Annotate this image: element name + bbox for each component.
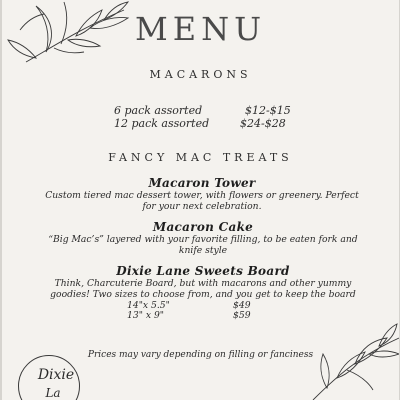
board-price: $59 <box>233 310 251 321</box>
board-size: 14"x 5.5" <box>127 300 170 311</box>
item-description: “Big Mac’s” layered with your favorite filling, to be eaten fork and knife style <box>48 234 358 256</box>
item-description: Think, Charcuterie Board, but with macarons and other yummy goodies! Two sizes to choose from, and you get to keep the board <box>50 278 356 300</box>
board-price: $49 <box>233 300 251 311</box>
menu-page <box>2 0 399 400</box>
macarons-heading: MACARONS <box>149 68 252 81</box>
macaron-tower-section <box>42 176 362 212</box>
item-title: Macaron Tower <box>148 176 256 190</box>
item-name: 6 pack assorted <box>114 104 203 117</box>
macaron-cake-section <box>40 220 366 256</box>
board-size: 13" x 9" <box>127 310 165 321</box>
macarons-price-list <box>2 104 399 130</box>
item-title: Dixie Lane Sweets Board <box>116 264 290 278</box>
item-title: Macaron Cake <box>152 220 254 234</box>
list-item <box>44 300 362 310</box>
sweets-board-section <box>44 264 362 322</box>
logo-text: Dixie <box>37 367 75 383</box>
item-description: Custom tiered mac dessert tower, with flowers or greenery. Perfect for your next celebration. <box>45 190 359 212</box>
item-name: 12 pack assorted <box>114 117 210 130</box>
item-price: $12-$15 <box>245 104 291 117</box>
pricing-note: Prices may vary depending on filling or fanciness <box>87 350 314 360</box>
dixie-lane-logo <box>18 355 80 400</box>
list-item <box>2 104 399 117</box>
logo-text: La <box>45 386 61 400</box>
fancy-treats-heading: FANCY MAC TREATS <box>108 151 293 164</box>
item-price: $24-$28 <box>240 117 286 130</box>
leaf-branch-bottom-right-decoration <box>307 318 399 400</box>
page-title: MENU <box>134 10 267 48</box>
list-item <box>2 117 399 130</box>
